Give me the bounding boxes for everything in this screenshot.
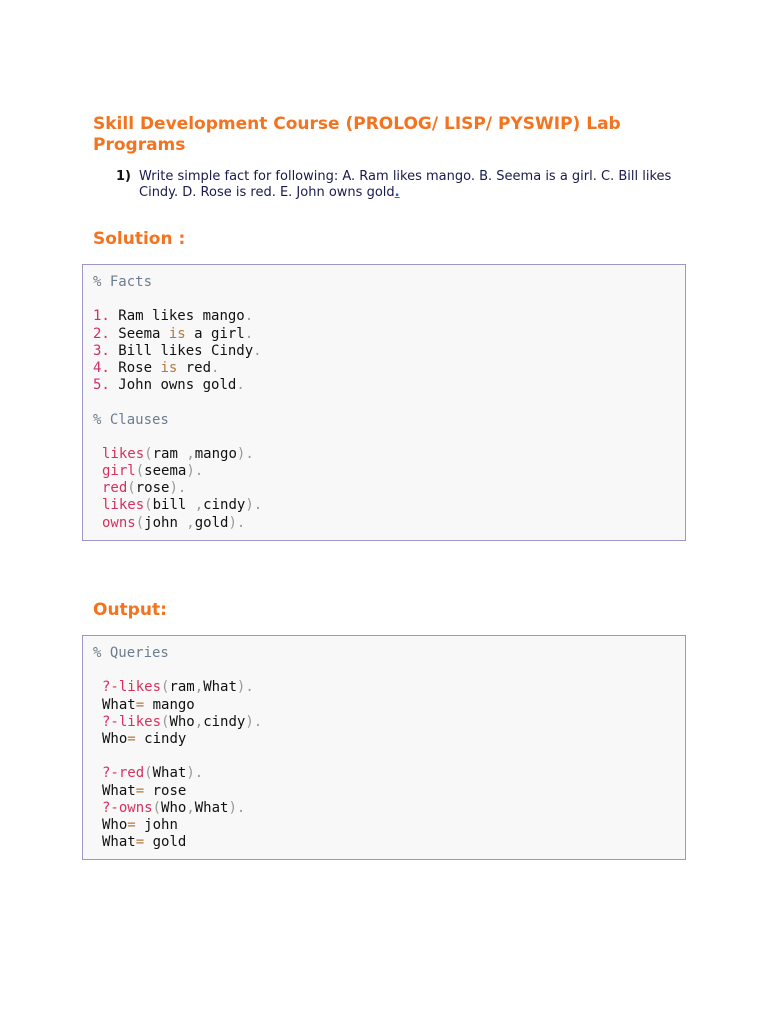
fact-line: 5. John owns gold. (93, 377, 245, 394)
result-line: What= rose (102, 782, 187, 799)
facts-comment: % Facts (93, 274, 153, 290)
query-line: ?-owns(Who,What). (102, 799, 246, 816)
clause-line: likes(bill ,cindy). (102, 497, 263, 514)
solution-heading: Solution : (93, 229, 186, 249)
queries-comment: % Queries (93, 645, 169, 661)
clauses-comment: % Clauses (93, 411, 169, 428)
fact-line: 4. Rose is red. (93, 359, 220, 376)
question-item (116, 169, 676, 201)
solution-code-block (82, 264, 686, 541)
fact-line: 3. Bill likes Cindy. (93, 342, 262, 359)
query-line: ?-likes(Who,cindy). (102, 713, 263, 730)
question-number: 1) (116, 169, 131, 184)
fact-line: 2. Seema is a girl. (93, 325, 254, 342)
clause-line: owns(john ,gold). (102, 514, 246, 531)
query-line: ?-red(What). (102, 765, 204, 782)
result-line: What= gold (102, 834, 187, 851)
clause-line: girl(seema). (102, 463, 204, 480)
question-text: Write simple fact for following: A. Ram likes mango. B. Seema is a girl. C. Bill likes Cindy. D. Rose is red. E. John owns gold. (139, 169, 672, 200)
question-end-link[interactable]: . (394, 185, 400, 200)
document-title: Skill Development Course (PROLOG/ LISP/ PYSWIP) Lab Programs (93, 114, 621, 155)
result-line: Who= john (102, 816, 178, 833)
fact-line: 1. Ram likes mango. (93, 308, 254, 325)
output-code-block (82, 635, 686, 860)
result-line: Who= cindy (102, 730, 187, 747)
clause-line: likes(ram ,mango). (102, 445, 254, 462)
output-heading: Output: (93, 600, 167, 620)
query-line: ?-likes(ram,What). (102, 679, 254, 696)
clause-line: red(rose). (102, 480, 187, 497)
result-line: What= mango (102, 696, 195, 713)
